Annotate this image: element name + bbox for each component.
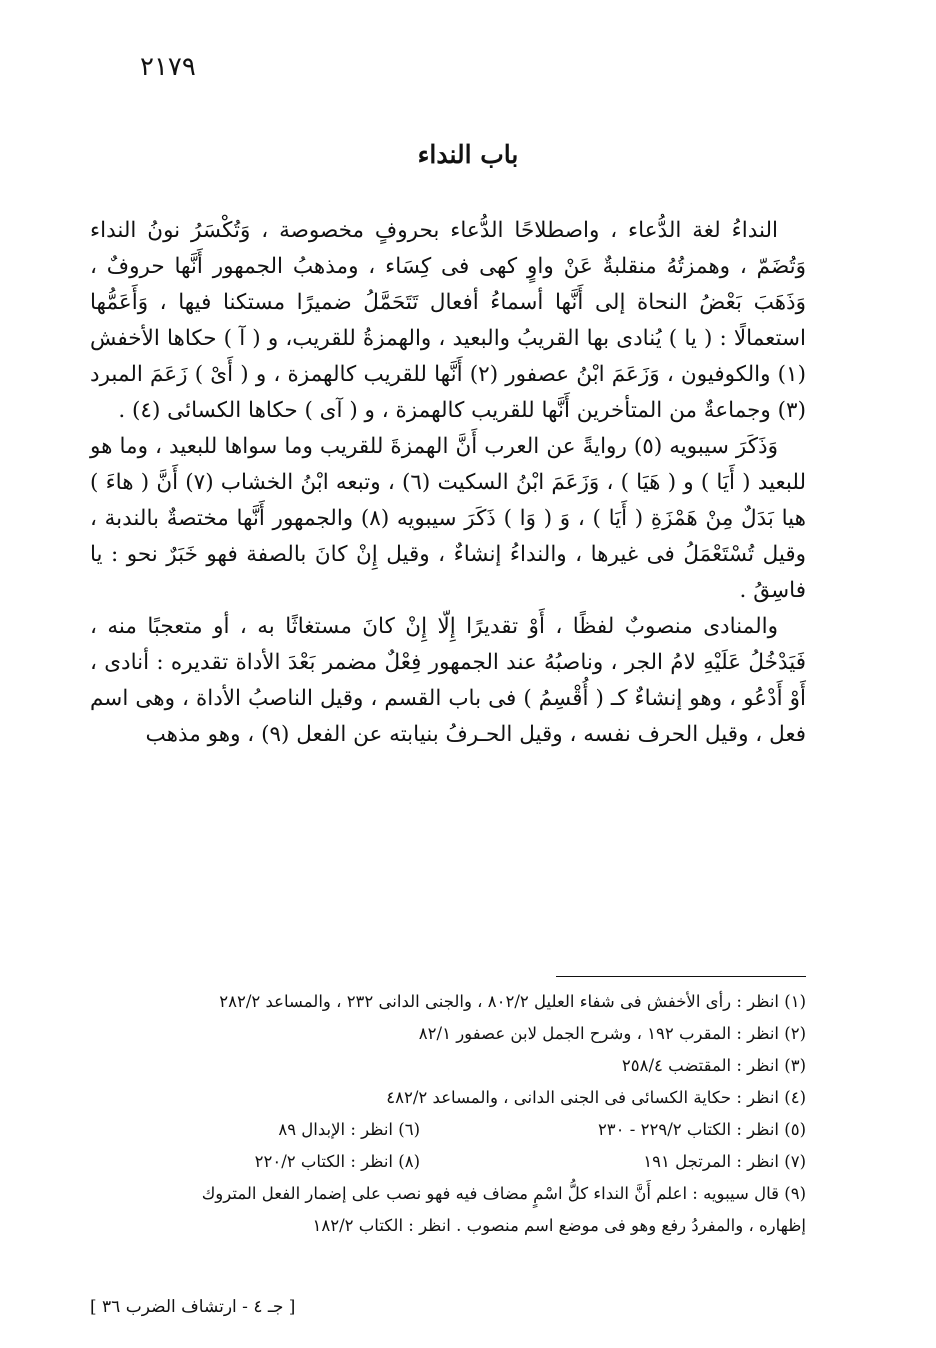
- footnote-row-5-6: [90, 1114, 806, 1146]
- footnotes: [90, 986, 806, 1242]
- paragraph-3: والمنادى منصوبٌ لفظًا ، أَوْ تقديرًا إِلّا إِنْ كانَ مستغاثًا به ، أو متعجبًا منه ، فَيَدْخُلُ عَلَيْهِ لامُ الجر ، وناصبُهُ عند الجمهور فِعْلٌ مضمر بَعْدَ الأداة تقديره : أنادى ، أَوْ أَدْعُو ، وهو إنشاءٌ كـ ( أُقْسِمُ ) فى باب القسم ، وقيل الناصبُ الأداة ، وهى اسم فعل ، وقيل الحرف نفسه ، وقيل الحـرفُ بنيابته عن الفعل (٩) ، وهو مذهب: [90, 614, 806, 747]
- paragraph-2: وَذَكَرَ سيبويه (٥) روايةً عن العرب أَنَّ الهمزةَ للقريب وما سواها للبعيد ، وما هو للبعيد ( أَيَا ) و ( هَيَا ) ، وَزَعَمَ ابْنُ السكيت (٦) ، وتبعه ابْنُ الخشاب (٧) أَنَّ ( هاءَ ) هيا بَدَلٌ مِنْ هَمْزَةِ ( أَيَا ) ، وَ ( وَا ) ذَكَرَ سيبويه (٨) والجمهور أَنَّها مختصةٌ بالندبة ، وقيل تُسْتَعْمَلُ فى غيرها ، والنداءُ إنشاءٌ ، وقيل إِنْ كانَ بالصفة فهو خَبَرٌ نحو : يا فاسِقُ .: [90, 434, 806, 603]
- footnote-8: (٨) انظر : الكتاب ٢٢٠/٢: [254, 1152, 420, 1171]
- footnote-3: (٣) انظر : المقتضب ٢٥٨/٤: [621, 1056, 806, 1075]
- body-text: [90, 213, 806, 753]
- footnote-9-continuation: إظهاره ، والمفردُ رفع وهو فى موضع اسم منصوب . انظر : الكتاب ١٨٢/٢: [312, 1216, 806, 1235]
- footnote-4: (٤) انظر : حكاية الكسائى فى الجنى الدانى ، والمساعد ٤٨٢/٢: [386, 1088, 806, 1107]
- book-footer: [ جـ ٤ - ارتشاف الضرب ٣٦ ]: [90, 1297, 296, 1317]
- footnote-5: (٥) انظر : الكتاب ٢٢٩/٢ - ٢٣٠: [597, 1120, 806, 1139]
- footnote-7: (٧) انظر : المرتجل ١٩١: [643, 1152, 806, 1171]
- chapter-title: باب النداء: [417, 140, 519, 169]
- footnote-6: (٦) انظر : الإبدال ٨٩: [278, 1120, 420, 1139]
- page-number: ٢١٧٩: [140, 52, 196, 82]
- footnote-row-7-8: [90, 1146, 806, 1178]
- footnote-2: (٢) انظر : المقرب ١٩٢ ، وشرح الجمل لابن عصفور ٨٢/١: [418, 1024, 806, 1043]
- paragraph-1: النداءُ لغة الدُّعاء ، واصطلاحًا الدُّعاء بحروفٍ مخصوصة ، وَتُكْسَرُ نونُ النداء وَتُضَمّ ، وهمزتُهُ منقلبةٌ عَنْ واوٍ كهى فى كِسَاء ، ومذهبُ الجمهور أَنَّها حروفٌ ، وَذَهَبَ بَعْضُ النحاة إلى أَنَّها أسماءُ أفعال تَتَحَمَّلُ ضميرًا مستكنا فيها ، وَأَعَمُّها استعمالًا : ( يا ) يُنادى بها القريبُ والبعيد ، والهمزةُ للقريب، و ( آ ) حكاها الأخفش (١) والكوفيون ، وَزَعَمَ ابْنُ عصفور (٢) أَنَّها للقريب كالهمزة ، و ( أَىْ ) زَعَمَ المبرد (٣) وجماعةٌ من المتأخرين أَنَّها للقريب كالهمزة ، و ( آى ) حكاها الكسائى (٤) .: [90, 218, 806, 423]
- footnote-1: (١) انظر : رأى الأخفش فى شفاء العليل ٨٠٢/٢ ، والجنى الدانى ٢٣٢ ، والمساعد ٢٨٢/٢: [219, 992, 806, 1011]
- footnote-divider: [556, 976, 806, 977]
- footnote-9: (٩) قال سيبويه : اعلم أَنَّ النداء كلُّ اسْمٍ مضاف فيه فهو نصب على إضمار الفعل المتروك: [201, 1184, 806, 1203]
